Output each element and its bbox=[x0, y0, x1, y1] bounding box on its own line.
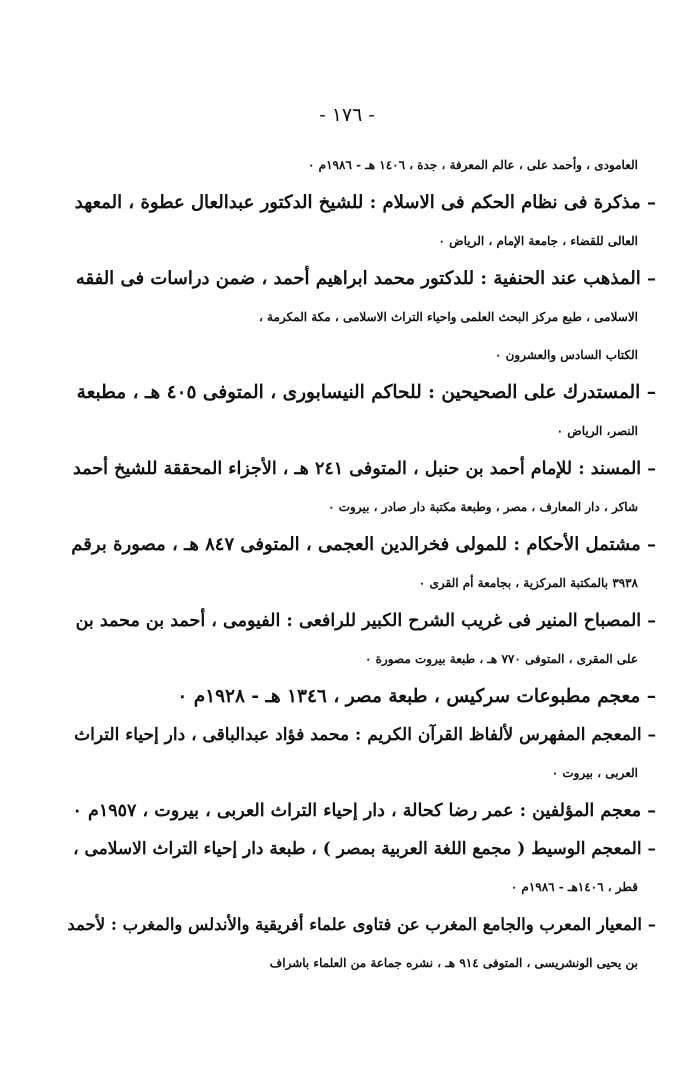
bibliography-entry bbox=[64, 526, 656, 602]
bibliography-entry bbox=[64, 716, 656, 792]
page-number: - ١٧٦ - bbox=[319, 104, 375, 126]
entry-line: – المسند : للإمام أحمد بن حنبل ، المتوفى ٢٤١ هـ ، الأجزاء المحققة للشيخ أحمد bbox=[73, 459, 656, 479]
entry-line: على المقرى ، المتوفى ٧٧٠ هـ ، طبعة بيروت مصورة ٠ bbox=[365, 652, 638, 666]
bibliography-entry bbox=[64, 260, 656, 374]
bibliography-entry bbox=[64, 374, 656, 450]
entry-line: – مذكرة فى نظام الحكم فى الاسلام : للشيخ الدكتور عبدالعال عطوة ، المعهد bbox=[74, 192, 656, 213]
bibliography-entry bbox=[64, 146, 656, 184]
bibliography-entry bbox=[64, 906, 656, 982]
entry-line: – المعجم الوسيط ( مجمع اللغة العربية بمصر ) ، طبعة دار إحياء التراث الاسلامى ، bbox=[73, 839, 656, 859]
entry-line: قطر ، ١٤٠٦هـ - ١٩٨٦م ٠ bbox=[510, 880, 638, 894]
entry-line: – معجم مطبوعات سركيس ، طبعة مصر ، ١٣٤٦ هـ - ١٩٢٨م ٠ bbox=[177, 686, 656, 707]
entry-line: – المعجم المفهرس لألفاظ القرآن الكريم : محمد فؤاد عبدالباقى ، دار إحياء التراث bbox=[74, 725, 656, 745]
entry-line: – المستدرك على الصحيحين : للحاكم النيسابورى ، المتوفى ٤٠٥ هـ ، مطبعة bbox=[76, 382, 656, 403]
entry-line: – مشتمل الأحكام : للمولى فخرالدين العجمى ، المتوفى ٨٤٧ هـ ، مصورة برقم bbox=[71, 534, 656, 555]
entry-line: – المعيار المعرب والجامع المغرب عن فتاوى علماء أفريقية والأندلس والمغرب : لأحمد bbox=[67, 915, 656, 934]
entry-line: – معجم المؤلفين : عمر رضا كحالة ، دار إحياء التراث العربى ، بيروت ، ١٩٥٧م ٠ bbox=[72, 801, 656, 821]
bibliography-entry bbox=[64, 792, 656, 830]
entry-line: بن يحيى الونشريسى ، المتوفى ٩١٤ هـ ، نشره جماعة من العلماء باشراف bbox=[269, 956, 638, 970]
entry-line: ٣٩٣٨ بالمكتبة المركزية ، بجامعة أم القرى ٠ bbox=[418, 576, 638, 590]
entry-line: النصر، الرياض ٠ bbox=[556, 424, 638, 438]
bibliography-entry bbox=[64, 450, 656, 526]
bibliography-list bbox=[64, 146, 656, 982]
entry-line: العالى للقضاء ، جامعة الإمام ، الرياض ٠ bbox=[438, 234, 638, 248]
bibliography-entry bbox=[64, 830, 656, 906]
entry-line: الاسلامى ، طبع مركز البحث العلمى واحياء التراث الاسلامى ، مكة المكرمة ، bbox=[258, 310, 638, 324]
entry-line: – المصباح المنير فى غريب الشرح الكبير للرافعى : الفيومى ، أحمد بن محمد بن bbox=[75, 611, 656, 631]
entry-line: شاكر ، دار المعارف ، مصر ، وطبعة مكتبة دار صادر ، بيروت ٠ bbox=[328, 500, 638, 514]
entry-line: العربى ، بيروت ٠ bbox=[551, 766, 638, 780]
bibliography-entry bbox=[64, 678, 656, 716]
entry-line: الكتاب السادس والعشرون ٠ bbox=[494, 348, 638, 362]
bibliography-entry bbox=[64, 602, 656, 678]
bibliography-entry bbox=[64, 184, 656, 260]
entry-line: – المذهب عند الحنفية : للدكتور محمد ابراهيم أحمد ، ضمن دراسات فى الفقه bbox=[75, 268, 656, 289]
entry-line: العامودى ، وأحمد على ، عالم المعرفة ، جدة ، ١٤٠٦ هـ - ١٩٨٦م ٠ bbox=[308, 158, 638, 172]
